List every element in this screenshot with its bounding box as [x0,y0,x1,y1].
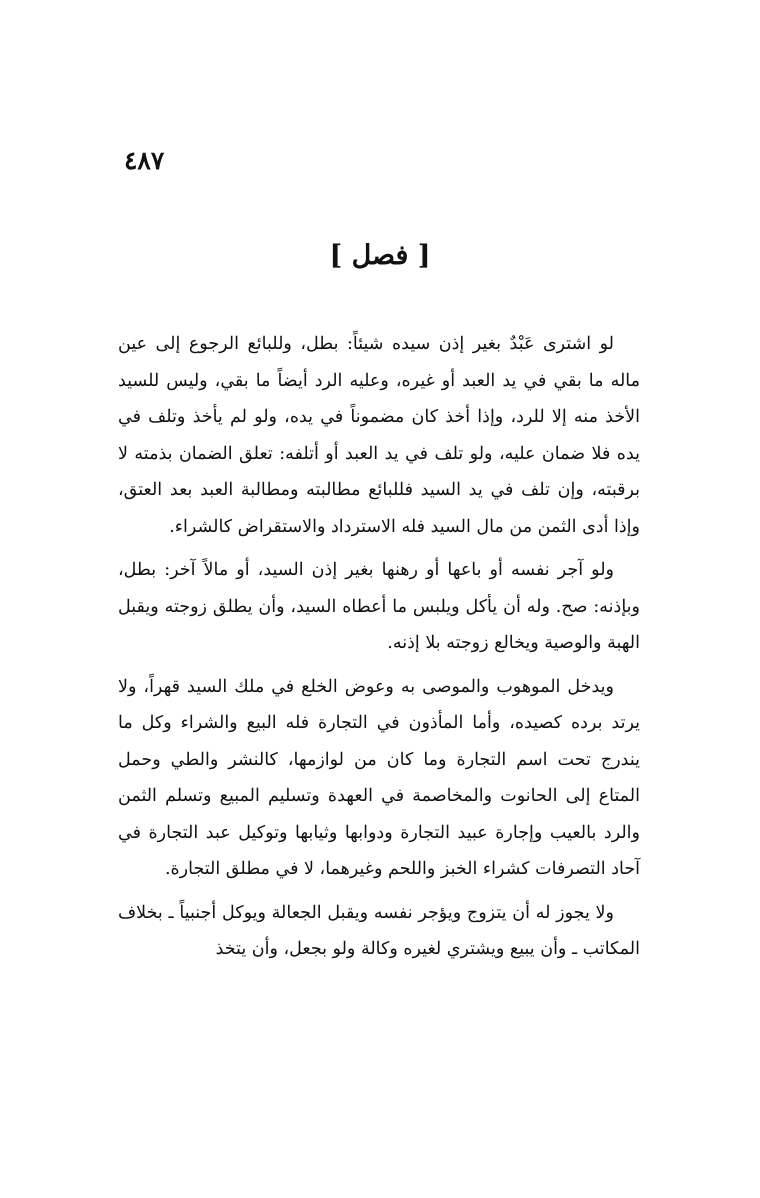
page-number: ٤٨٧ [124,146,165,175]
paragraph: ويدخل الموهوب والموصى به وعوض الخلع في ملك السيد قهراً، ولا يرتد برده كصيده، وأما المأذون في التجارة فله البيع والشراء وكل ما يندرج تحت اسم التجارة وما كان من لوازمها، كالنشر والطي وحمل المتاع إلى الحانوت والمخاصمة في العهدة وتسليم المبيع وتسلم الثمن والرد بالعيب وإجارة عبيد التجارة ودوابها وثيابها وتوكيل عبد التجارة في آحاد التصرفات كشراء الخبز واللحم وغيرهما، لا في مطلق التجارة. [118,676,640,879]
section-heading: [ فصل ] [329,240,431,271]
paragraph: ولا يجوز له أن يتزوج ويؤجر نفسه ويقبل الجعالة ويوكل أجنبياً ـ بخلاف المكاتب ـ وأن يبيع ويشتري لغيره وكالة ولو بجعل، وأن يتخذ [118,902,640,959]
paragraph: لو اشترى عَبْدٌ بغير إذن سيده شيئاً: بطل، وللبائع الرجوع إلى عين ماله ما بقي في يد العبد أو غيره، وعليه الرد أيضاً ما بقي، وليس للسيد الأخذ منه إلا للرد، وإذا أخذ كان مضموناً في يده، ولو لم يأخذ وتلف في يده فلا ضمان عليه، ولو تلف في يد العبد أو أتلفه: تعلق الضمان بذمته لا برقبته، وإن تلف في يد السيد فللبائع مطالبته ومطالبة العبد بعد العتق، وإذا أدى الثمن من مال السيد فله الاسترداد والاستقراض كالشراء. [118,334,640,537]
paragraph: ولو آجر نفسه أو باعها أو رهنها بغير إذن السيد، أو مالاً آخر: بطل، وبإذنه: صح. وله أن يأكل ويلبس ما أعطاه السيد، وأن يطلق زوجته ويقبل الهبة والوصية ويخالع زوجته بلا إذنه. [118,560,640,653]
body-text [118,326,640,975]
